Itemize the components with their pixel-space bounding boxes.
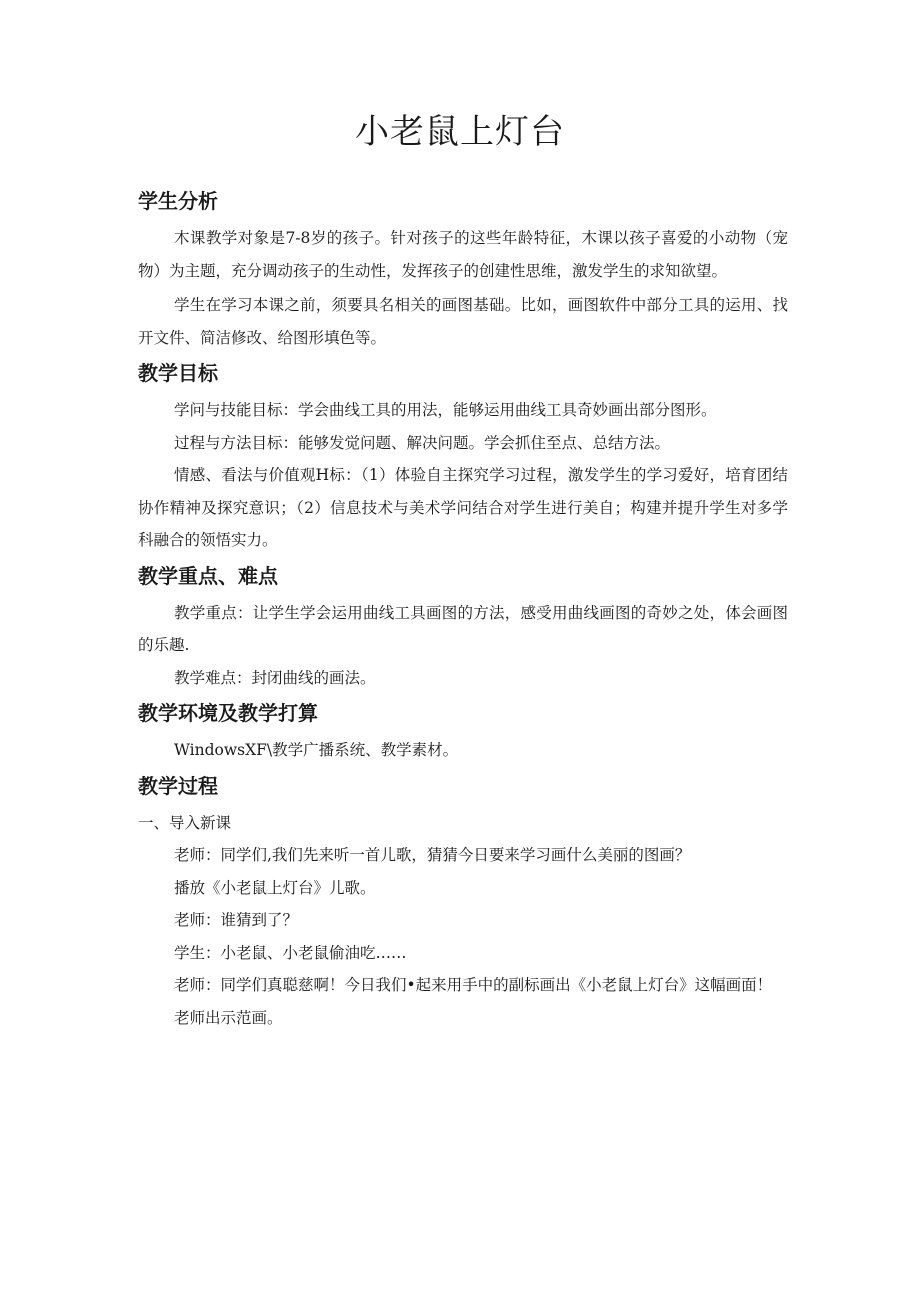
section-process xyxy=(138,769,788,1035)
document-title: 小老鼠上灯台 xyxy=(355,112,565,152)
section-objectives xyxy=(138,356,788,557)
section-student-analysis xyxy=(138,184,788,354)
section-environment xyxy=(138,696,788,767)
section-heading: 学生分析 xyxy=(138,189,218,213)
paragraph: 播放《小老鼠上灯台》儿歌。 xyxy=(174,878,376,897)
paragraph: 学问与技能目标：学会曲线工具的用法，能够运用曲线工具奇妙画出部分图形。 xyxy=(174,401,717,419)
section-heading: 教学过程 xyxy=(138,773,218,798)
sub-heading: 一、导入新课 xyxy=(138,813,232,832)
paragraph: 情感、看法与价值观H标：（1）体验自主探究学习过程，激发学生的学习爱好，培育团结协作精神及探究意识；（2）信息技术与美术学问结合对学生进行美自；构建并提升学生对多学科融合的领悟实力。 xyxy=(138,466,788,549)
paragraph: 教学重点：让学生学会运用曲线工具画图的方法，感受用曲线画图的奇妙之处，体会画图的乐趣. xyxy=(138,603,788,654)
section-heading: 教学环境及教学打算 xyxy=(138,701,318,725)
paragraph: 过程与方法目标：能够发觉问题、解决问题。学会抓住至点、总结方法。 xyxy=(174,433,671,452)
section-heading: 教学重点、难点 xyxy=(138,563,278,588)
paragraph: 老师出示范画。 xyxy=(174,1008,283,1027)
document-body xyxy=(138,184,788,1034)
paragraph: 老师：谁猜到了？ xyxy=(174,911,299,929)
paragraph: 学生：小老鼠、小老鼠偷油吃…… xyxy=(174,943,407,962)
paragraph: 学生在学习本课之前，须要具名相关的画图基础。比如，画图软件中部分工具的运用、找开文件、简洁修改、给图形填色等。 xyxy=(138,296,788,347)
paragraph: 老师：同学们真聪慈啊！今日我们•起来用手中的副标画出《小老鼠上灯台》这幅画面！ xyxy=(174,976,773,994)
section-heading: 教学目标 xyxy=(138,361,218,385)
section-key-points xyxy=(138,559,788,695)
paragraph: WindowsXF\教学广播系统、教学素材。 xyxy=(174,741,459,759)
paragraph: 老师：同学们,我们先来听一首儿歌，猜猜今日要来学习画什么美丽的图画？ xyxy=(174,846,691,864)
paragraph: 木课教学对象是7-8岁的孩子。针对孩子的这些年龄特征，木课以孩子喜爱的小动物（宠物）为主题，充分调动孩子的生动性，发挥孩子的创建性思维，激发学生的求知欲望。 xyxy=(138,229,788,280)
paragraph: 教学难点：封闭曲线的画法。 xyxy=(174,668,376,687)
